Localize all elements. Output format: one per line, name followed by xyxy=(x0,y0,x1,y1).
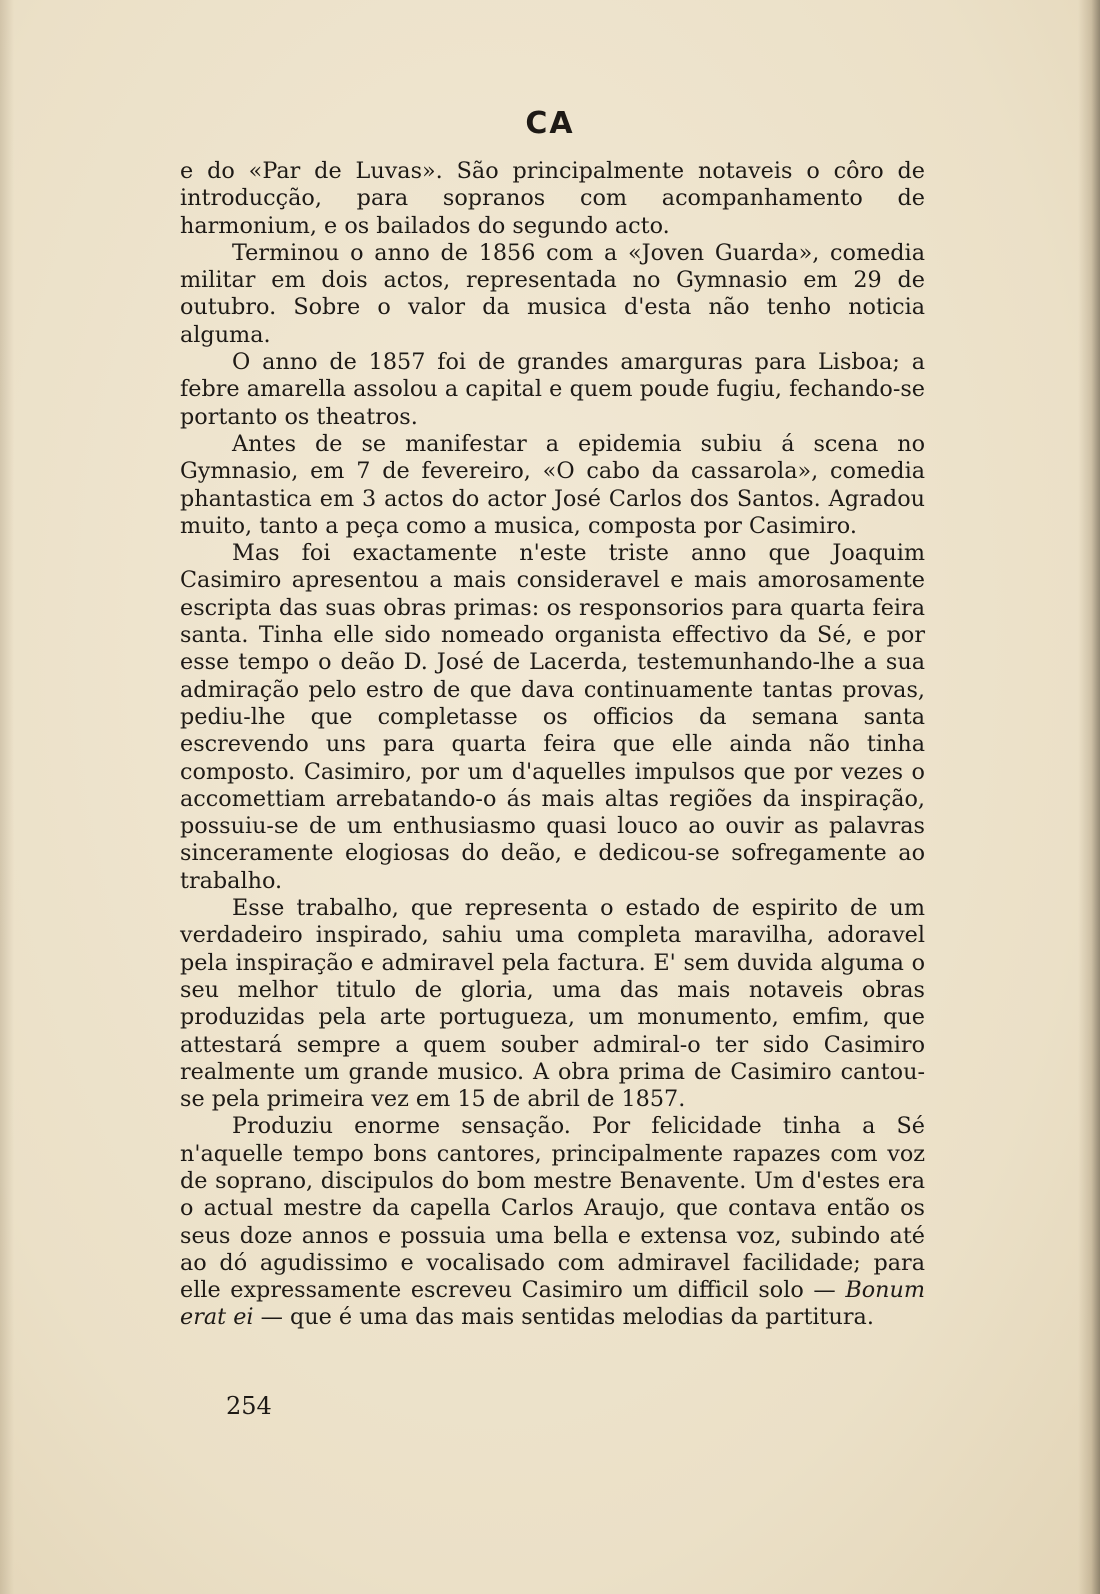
paragraph: Esse trabalho, que representa o estado de espirito de um verdadeiro inspirado, sahiu uma completa maravilha, adoravel pela inspiração e admiravel pela factura. E' sem duvida alguma o seu melhor titulo de gloria, uma das mais notaveis obras produzidas pela arte portugueza, um monumento, emfim, que attestará sempre a quem souber admiral-o ter sido Casimiro realmente um grande musico. A obra prima de Casimiro cantou-se pela primeira vez em 15 de abril de 1857. xyxy=(180,895,925,1113)
paragraph: O anno de 1857 foi de grandes amarguras para Lisboa; a febre amarella assolou a capital e quem poude fugiu, fechando-se portanto os theatros. xyxy=(180,349,925,430)
running-header-mark: CA xyxy=(525,106,575,141)
paragraph: Mas foi exactamente n'este triste anno que Joaquim Casimiro apresentou a mais consideravel e mais amorosamente escripta das suas obras primas: os responsorios para quarta feira santa. Tinha elle sido nomeado organista effectivo da Sé, e por esse tempo o deão D. José de Lacerda, testemunhando-lhe a sua admiração pelo estro de que dava continuamente tantas provas, pediu-lhe que completasse os officios da semana santa escrevendo uns para quarta feira que elle ainda não tinha composto. Casimiro, por um d'aquelles impulsos que por vezes o accomettiam arrebatando-o ás mais altas regiões da inspiração, possuiu-se de um enthusiasmo quasi louco ao ouvir as palavras sinceramente elogiosas do deão, e dedicou-se sofregamente ao trabalho. xyxy=(180,540,925,894)
page-shadow-left xyxy=(0,0,14,1594)
paragraph: Antes de se manifestar a epidemia subiu á scena no Gymnasio, em 7 de fevereiro, «O cabo da cassarola», comedia phantastica em 3 actos do actor José Carlos dos Santos. Agradou muito, tanto a peça como a musica, composta por Casimiro. xyxy=(180,430,925,539)
page-number: 254 xyxy=(226,1392,272,1420)
paragraph-text: Produziu enorme sensação. Por felicidade tinha a Sé n'aquelle tempo bons cantores, principalmente rapazes com voz de soprano, discipulos do bom mestre Benavente. Um d'estes era o actual mestre da capella Carlos Araujo, que contava então os seus doze annos e possuia uma bella e extensa voz, subindo até ao dó agudissimo e vocalisado com admiravel facilidade; para elle expressamente escreveu Casimiro um difficil solo — xyxy=(180,1113,925,1304)
latin-title: Bonum erat ei xyxy=(180,1277,925,1331)
paragraph-text: — que é uma das mais sentidas melodias da partitura. xyxy=(253,1304,874,1331)
paragraph: Terminou o anno de 1856 com a «Joven Guarda», comedia militar em dois actos, representada no Gymnasio em 29 de outubro. Sobre o valor da musica d'esta não tenho noticia alguma. xyxy=(180,239,925,348)
paragraph-last xyxy=(180,1113,925,1331)
body-text xyxy=(180,158,925,1332)
paragraph: e do «Par de Luvas». São principalmente notaveis o côro de introducção, para sopranos com acompanhamento de harmonium, e os bailados do segundo acto. xyxy=(180,158,925,239)
page-shadow-right xyxy=(1078,0,1100,1594)
